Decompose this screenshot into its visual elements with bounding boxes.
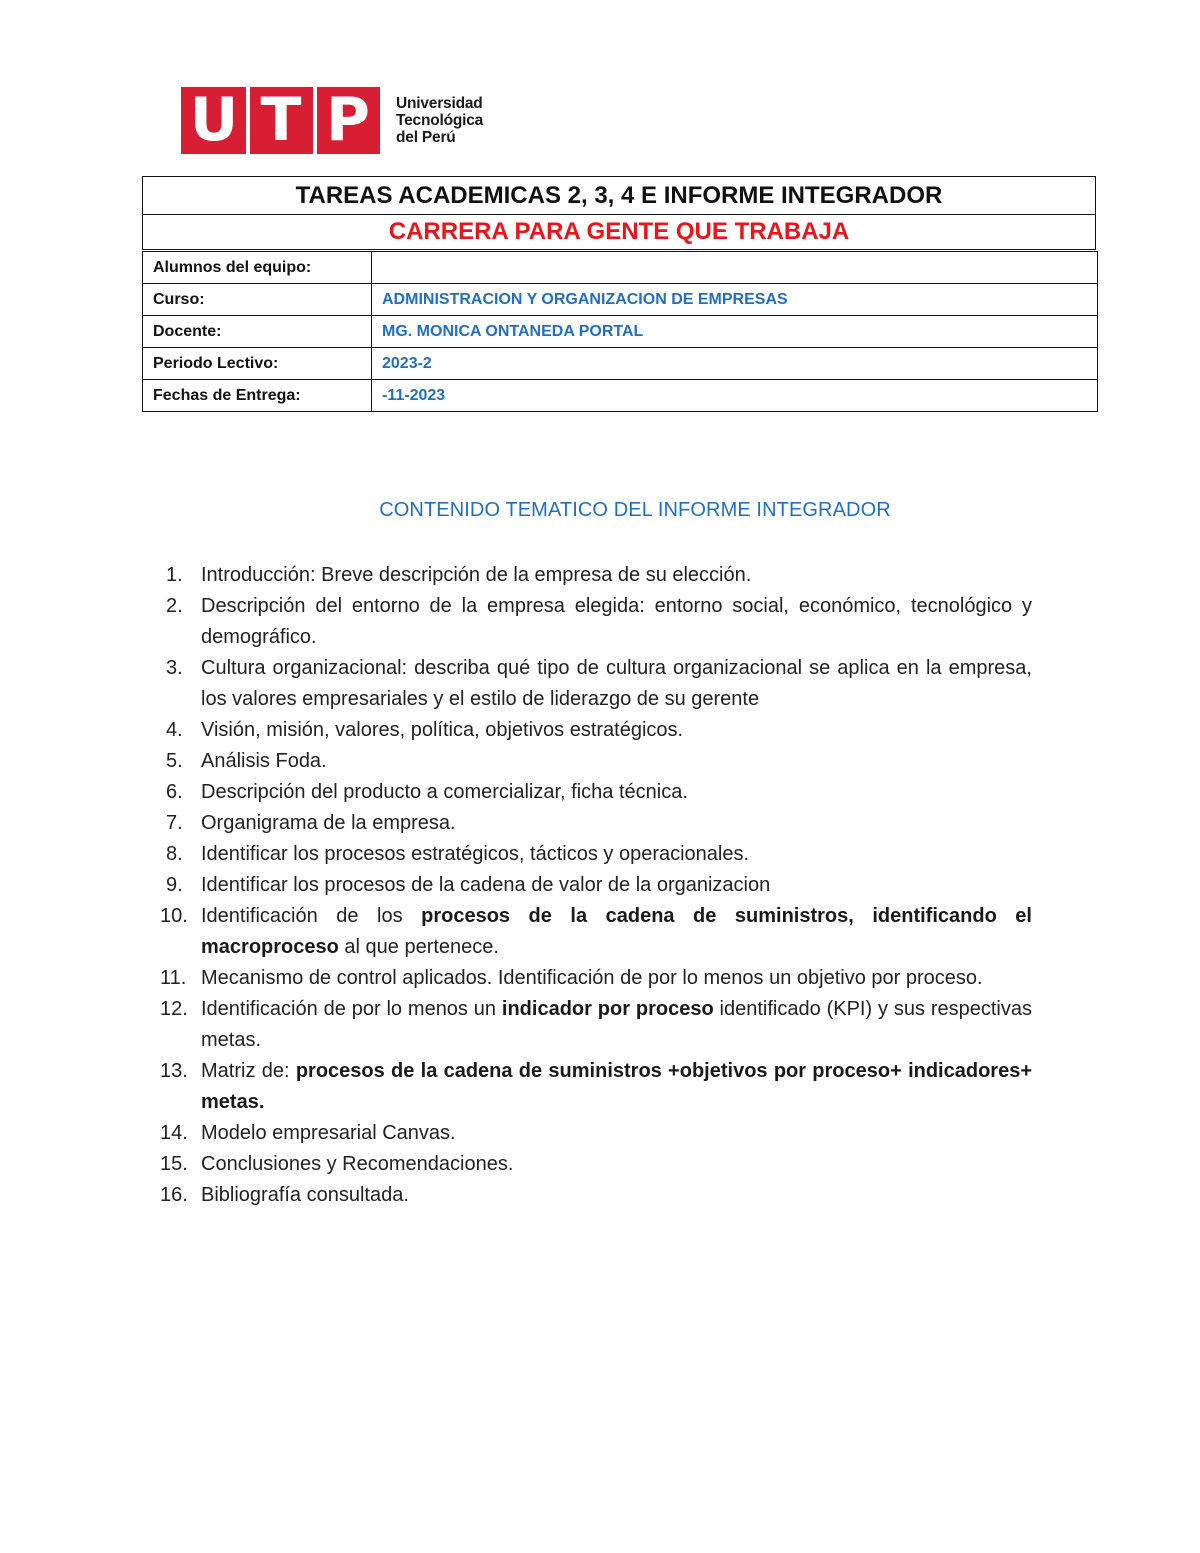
list-item-number: 10. [160,905,188,927]
list-item-text-part: Identificar los procesos de la cadena de valor de la organizacion [201,874,771,896]
list-item [160,839,1032,870]
list-item-text [201,839,1032,870]
list-item-text-part: Visión, misión, valores, política, objetivos estratégicos. [201,719,684,741]
table-row [143,348,1098,380]
list-item-text-part: Descripción del producto a comercializar, ficha técnica. [201,781,688,803]
list-item-text [201,653,1032,715]
logo-university-name [396,95,483,146]
logo-line-1: Universidad [396,95,483,112]
list-item-number: 7. [166,812,183,834]
list-item-text-part: Modelo empresarial Canvas. [201,1122,456,1144]
list-item-text-part: Descripción del entorno de la empresa elegida: entorno social, económico, tecnológico y demográfico. [201,595,1032,648]
list-item-text [201,963,1032,994]
list-item [160,994,1032,1056]
fechas-value: -11-2023 [372,380,1098,412]
list-item [160,715,1032,746]
logo-red-block [181,87,380,154]
list-item-text [201,560,1032,591]
list-item [160,746,1032,777]
list-item-number: 9. [166,874,183,896]
list-item-text-part: Matriz de: [201,1060,296,1082]
list-item-text-part: Identificar los procesos estratégicos, tácticos y operacionales. [201,843,750,865]
table-row [143,316,1098,348]
list-item-text [201,777,1032,808]
list-item-text-part: identificado (KPI) y sus respectivas metas. [201,998,1032,1051]
list-item [160,808,1032,839]
list-item-number: 11. [160,967,187,989]
list-item-text [201,808,1032,839]
list-item-text [201,1149,1032,1180]
list-item-text-part: Identificación de por lo menos un [201,998,502,1020]
info-table [142,251,1098,412]
list-item-bold-text: procesos de la cadena de suministros, identificando el macroproceso [201,905,1032,958]
list-item-number: 13. [160,1060,188,1082]
list-item-text [201,870,1032,901]
list-item-text [201,1118,1032,1149]
alumnos-label: Alumnos del equipo: [143,252,372,284]
list-item-number: 8. [166,843,183,865]
table-row [143,252,1098,284]
list-item-text [201,901,1032,963]
list-item-number: 4. [166,719,183,741]
curso-label: Curso: [143,284,372,316]
list-item-text-part: Organigrama de la empresa. [201,812,456,834]
list-item-number: 2. [166,595,183,617]
list-item-number: 6. [166,781,183,803]
list-item-text [201,591,1032,653]
list-item-bold-text: indicador por proceso [501,998,714,1020]
logo-letter-u: U [189,85,239,155]
list-item-number: 16. [160,1184,188,1206]
list-item-text-part: Conclusiones y Recomendaciones. [201,1153,514,1175]
list-item-number: 12. [160,998,188,1020]
list-item-text-part: Análisis Foda. [201,750,327,772]
docente-label: Docente: [143,316,372,348]
content-list [160,560,1032,1211]
section-title: CONTENIDO TEMATICO DEL INFORME INTEGRADOR [379,499,891,521]
periodo-label: Periodo Lectivo: [143,348,372,380]
list-item [160,777,1032,808]
list-item-text [201,715,1032,746]
list-item-text-part: Cultura organizacional: describa qué tipo de cultura organizacional se aplica en la empresa, los valores empresariales y el estilo de liderazgo de su gerente [201,657,1032,710]
table-row [143,380,1098,412]
list-item [160,963,1032,994]
list-item [160,1056,1032,1118]
docente-value: MG. MONICA ONTANEDA PORTAL [372,316,1098,348]
list-item-text [201,1056,1032,1118]
curso-value: ADMINISTRACION Y ORGANIZACION DE EMPRESAS [372,284,1098,316]
list-item-text-part: al que pertenece. [338,936,499,958]
list-item [160,1149,1032,1180]
periodo-value: 2023-2 [372,348,1098,380]
alumnos-value [372,252,1098,284]
fechas-label: Fechas de Entrega: [143,380,372,412]
table-row [143,284,1098,316]
list-item-text [201,746,1032,777]
list-item-text-part: Bibliografía consultada. [201,1184,409,1206]
list-item [160,591,1032,653]
list-item [160,901,1032,963]
list-item-bold-text: procesos de la cadena de suministros +objetivos por proceso+ indicadores+ metas. [201,1060,1033,1113]
list-item-text-part: Introducción: Breve descripción de la empresa de su elección. [201,564,752,586]
list-item-number: 14. [160,1122,188,1144]
list-item [160,560,1032,591]
list-item [160,1180,1032,1211]
logo-line-3: del Perú [396,129,456,146]
logo-letter-p: P [326,85,370,155]
list-item-number: 5. [166,750,183,772]
list-item-number: 1. [166,564,183,586]
document-title: TAREAS ACADEMICAS 2, 3, 4 E INFORME INTEGRADOR [143,177,1095,215]
logo-line-2: Tecnológica [396,112,484,129]
list-item-text-part: Mecanismo de control aplicados. Identificación de por lo menos un objetivo por proceso. [201,967,983,989]
list-item-text [201,994,1032,1056]
list-item-text [201,1180,1032,1211]
document-header [142,176,1096,250]
list-item [160,1118,1032,1149]
logo-letter-t: T [260,85,302,155]
list-item-number: 15. [160,1153,188,1175]
list-item [160,870,1032,901]
document-subtitle: CARRERA PARA GENTE QUE TRABAJA [143,215,1095,250]
list-item-text-part: Identificación de los [201,905,422,927]
list-item-number: 3. [166,657,183,679]
utp-logo [181,87,501,155]
list-item [160,653,1032,715]
